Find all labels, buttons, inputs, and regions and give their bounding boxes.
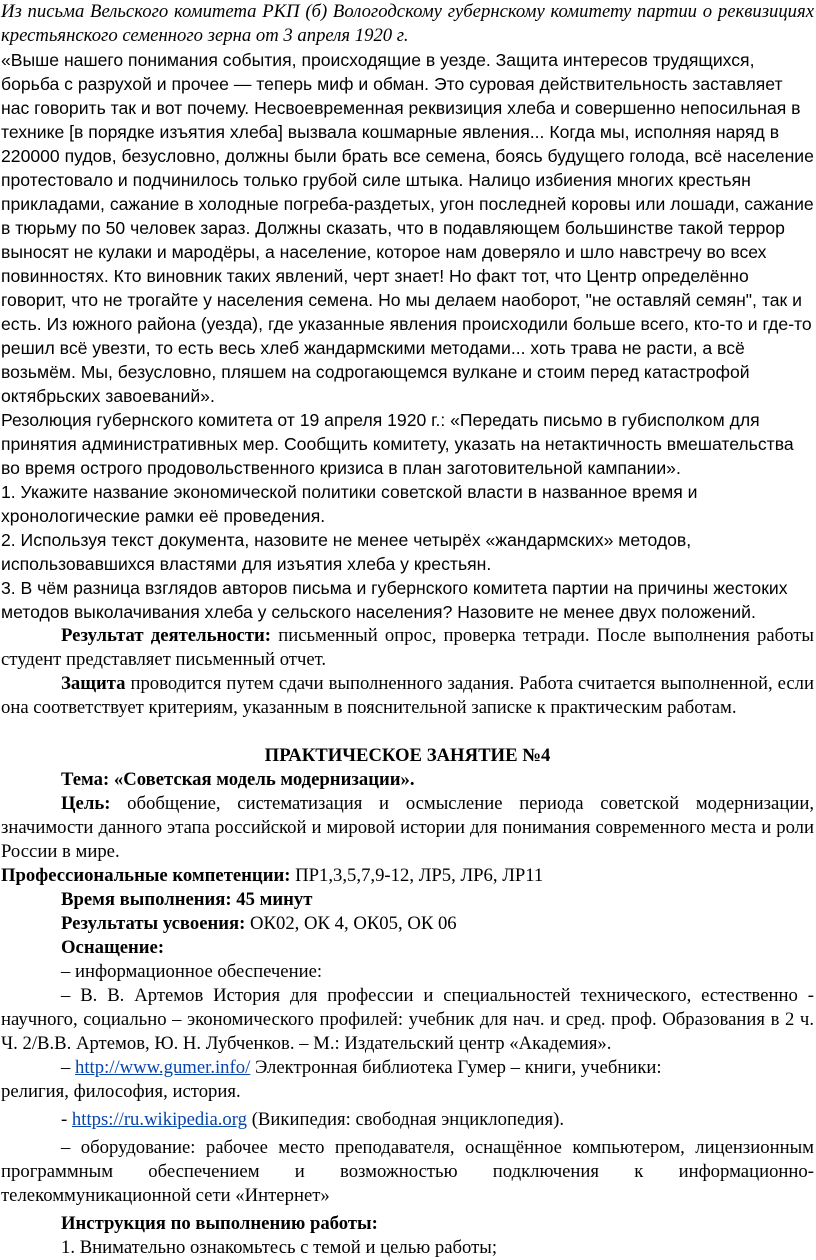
wiki-reference (1, 1108, 814, 1132)
info-support-line: – информационное обеспечение: (61, 961, 323, 982)
instructions-title: Инструкция по выполнению работы: (61, 1213, 378, 1234)
gumer-description-cont: религия, философия, история. (1, 1081, 241, 1102)
gumer-link[interactable]: http://www.gumer.info/ (75, 1057, 251, 1078)
gumer-dash: – (61, 1057, 76, 1078)
lesson-title: ПРАКТИЧЕСКОЕ ЗАНЯТИЕ №4 (264, 745, 551, 766)
resolution-paragraph: Резолюция губернского комитета от 19 апреля 1920 г.: «Передать письмо в губисполком для принятия административных мер. Сообщить комитету, указать на нетактичность вмешательства во время острого продовольственного кризиса в план заготовительной кампании». (1, 410, 794, 478)
defense-paragraph (1, 672, 814, 720)
hardware-paragraph: – оборудование: рабочее место преподавателя, оснащённое компьютером, лицензионным программным обеспечением и возможностью подключения к информационно-телекоммуникационной сети «Интернет» (1, 1137, 814, 1206)
gumer-description: Электронная библиотека Гумер – книги, учебники: (250, 1057, 662, 1078)
results-text: ОК02, ОК 4, ОК05, ОК 06 (245, 913, 457, 934)
document-source-caption: Из письма Вельского комитета РКП (б) Вологодскому губернскому комитету партии о реквизициях крестьянского семенного зерна от 3 апреля 1920 г. (1, 1, 814, 46)
competencies-label: Профессиональные компетенции: (1, 865, 291, 886)
question-2: 2. Используя текст документа, назовите не менее четырёх «жандармских» методов, использовавшихся властями для изъятия хлеба у крестьян. (1, 530, 692, 574)
defense-label: Защита (61, 673, 126, 694)
goal-text: обобщение, систематизация и осмысление периода советской модернизации, значимости данного этапа российской и мировой истории для понимания современного места и роли России в мире. (1, 793, 814, 862)
letter-quote: «Выше нашего понимания события, происходящие в уезде. Защита интересов трудящихся, борьба с разрухой и прочее — теперь миф и обман. Это суровая действительность заставляет нас говорить так и вот почему. Несвоевременная реквизиция хлеба и совершенно непосильная в технике [в порядке изъятия хлеба] вызвала кошмарные явления... Когда мы, исполняя наряд в 220000 пудов, безусловно, должны были брать все семена, боясь будущего голода, всё население протестовало и подчинилось только грубой силе штыка. Налицо избиения многих крестьян прикладами, сажание в холодные погреба-раздетых, угон последней коровы или лошади, сажание в тюрьму по 50 человек зараз. Должны сказать, что в подавляющем большинстве такой террор выносят не кулаки и мародёры, а население, которое нам доверяло и шло навстречу во всех повинностях. Кто виновник таких явлений, черт знает! Но факт тот, что Центр определённо говорит, что не трогайте у населения семена. Но мы делаем наоборот, "не оставляй семян", так и есть. Из южного района (уезда), где указанные явления происходили больше всего, кто-то и где-то решил всё увезти, то есть весь хлеб жандармскими методами... хоть трава не расти, а всё возьмём. Мы, безусловно, пляшем на содрогающемся вулкане и стоим перед катастрофой октябрьских завоеваний». (1, 50, 814, 406)
result-paragraph (1, 624, 814, 672)
goal-paragraph (1, 792, 814, 864)
result-label: Результат деятельности: (61, 625, 272, 646)
equipment-label: Оснащение: (61, 937, 165, 958)
results-line (1, 912, 814, 936)
time-line: Время выполнения: 45 минут (61, 889, 313, 910)
competencies-line (1, 864, 814, 888)
competencies-text: ПР1,3,5,7,9-12, ЛР5, ЛР6, ЛР11 (290, 865, 544, 886)
wiki-description: (Википедия: свободная энциклопедия). (247, 1109, 565, 1130)
question-3: 3. В чём разница взглядов авторов письма и губернского комитета партии на причины жестоких методов выколачивания хлеба у сельского населения? Назовите не менее двух положений. (1, 578, 788, 622)
result-text: письменный опрос, проверка тетради. После выполнения работы студент представляет письменный отчет. (1, 625, 814, 670)
results-label: Результаты усвоения: (61, 913, 246, 934)
lesson-topic: Тема: «Советская модель модернизации». (61, 769, 415, 790)
section-spacer (1, 720, 814, 744)
instruction-step-1: 1. Внимательно ознакомьтесь с темой и целью работы; (61, 1237, 498, 1258)
defense-text: проводится путем сдачи выполненного задания. Работа считается выполненной, если она соответствует критериям, указанным в пояснительной записке к практическим работам. (1, 673, 814, 718)
question-1: 1. Укажите название экономической политики советской власти в названное время и хронологические рамки её проведения. (1, 482, 698, 526)
goal-label: Цель: (61, 793, 111, 814)
book-reference: – В. В. Артемов История для профессии и специальностей технического, естественно - научного, социально – экономического профилей: учебник для нач. и сред. проф. Образования в 2 ч. Ч. 2/В.В. Артемов, Ю. Н. Лубченков. – М.: Издательский центр «Академия». (1, 985, 814, 1054)
gumer-reference (1, 1056, 814, 1080)
wikipedia-link[interactable]: https://ru.wikipedia.org (71, 1109, 248, 1130)
wiki-dash: - (61, 1109, 72, 1130)
